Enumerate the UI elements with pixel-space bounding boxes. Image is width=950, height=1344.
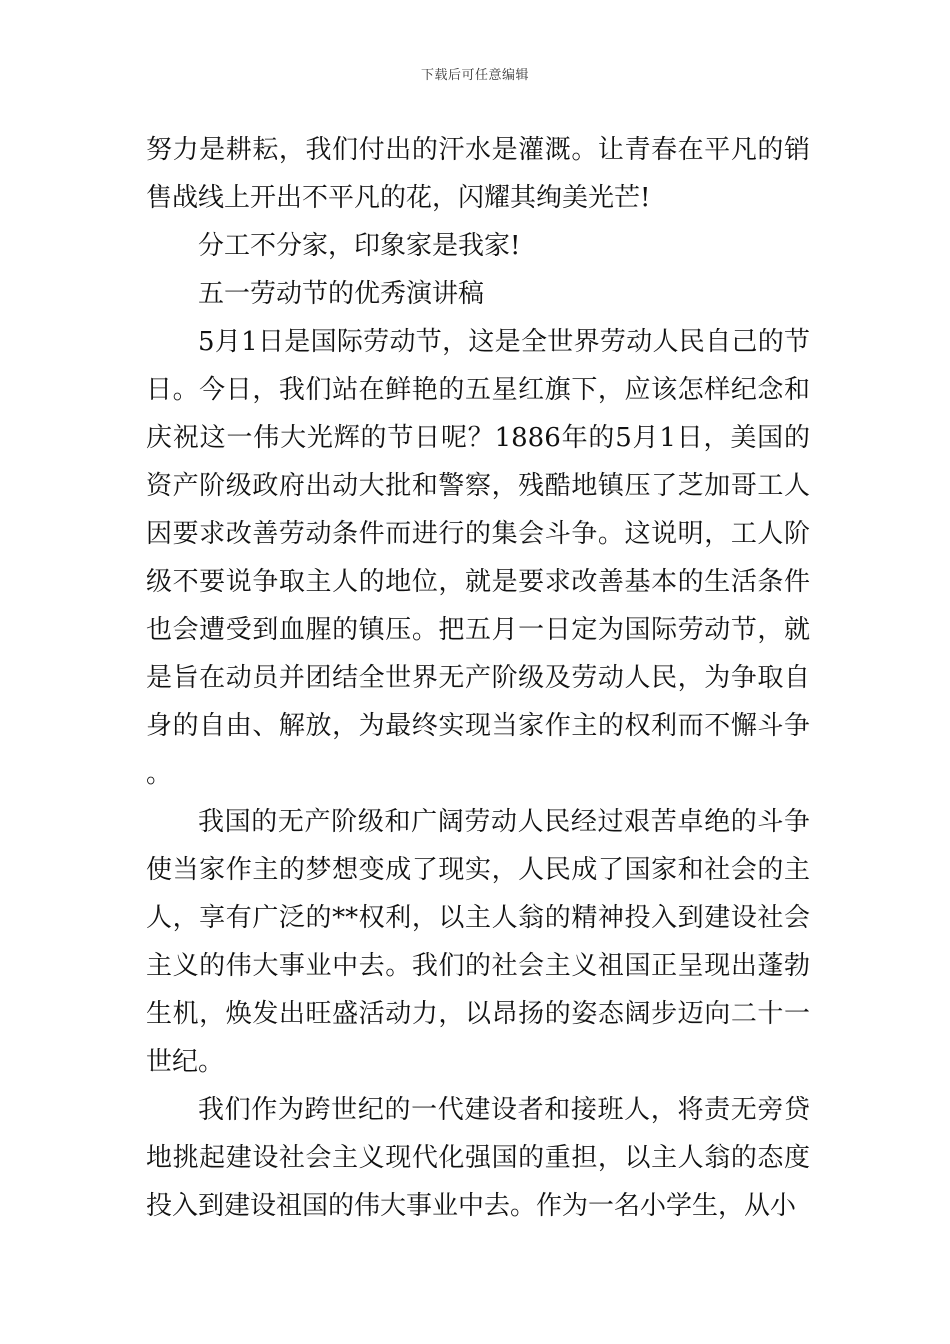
paragraph-slogan: 分工不分家，印象家是我家! <box>198 231 521 261</box>
paragraph: 我们作为跨世纪的一代建设者和接班人，将责无旁贷地挑起建设社会主义现代化强国的重担，以主人翁的态度投入到建设祖国的伟大事业中去。作为一名小学生，从小 <box>146 1095 810 1221</box>
paragraph: 5月1日是国际劳动节，这是全世界劳动人民自己的节日。今日，我们站在鲜艳的五星红旗下，应该怎样纪念和庆祝这一伟大光辉的节日呢？1886年的5月1日，美国的资产阶级政府出动大批和警察，残酷地镇压了芝加哥工人因要求改善劳动条件而进行的集会斗争。这说明，工人阶级不要说争取主人的地位，就是要求改善基本的生活条件也会遭受到血腥的镇压。把五月一日定为国际劳动节，就是旨在动员并团结全世界无产阶级及劳动人民，为争取自身的自由、解放，为最终实现当家作主的权利而不懈斗争。 <box>146 327 810 789</box>
paragraph: 我国的无产阶级和广阔劳动人民经过艰苦卓绝的斗争使当家作主的梦想变成了现实，人民成了国家和社会的主人，享有广泛的**权利，以主人翁的精神投入到建设社会主义的伟大事业中去。我们的社会主义祖国正呈现出蓬勃生机，焕发出旺盛活动力，以昂扬的姿态阔步迈向二十一世纪。 <box>146 807 810 1077</box>
page-header: 下载后可任意编辑 <box>420 68 529 83</box>
paragraph-title: 五一劳动节的优秀演讲稿 <box>198 279 485 309</box>
paragraph-continuation: 努力是耕耘，我们付出的汗水是灌溉。让青春在平凡的销售战线上开出不平凡的花，闪耀其绚美光芒! <box>146 135 810 213</box>
document-body <box>146 126 810 1230</box>
